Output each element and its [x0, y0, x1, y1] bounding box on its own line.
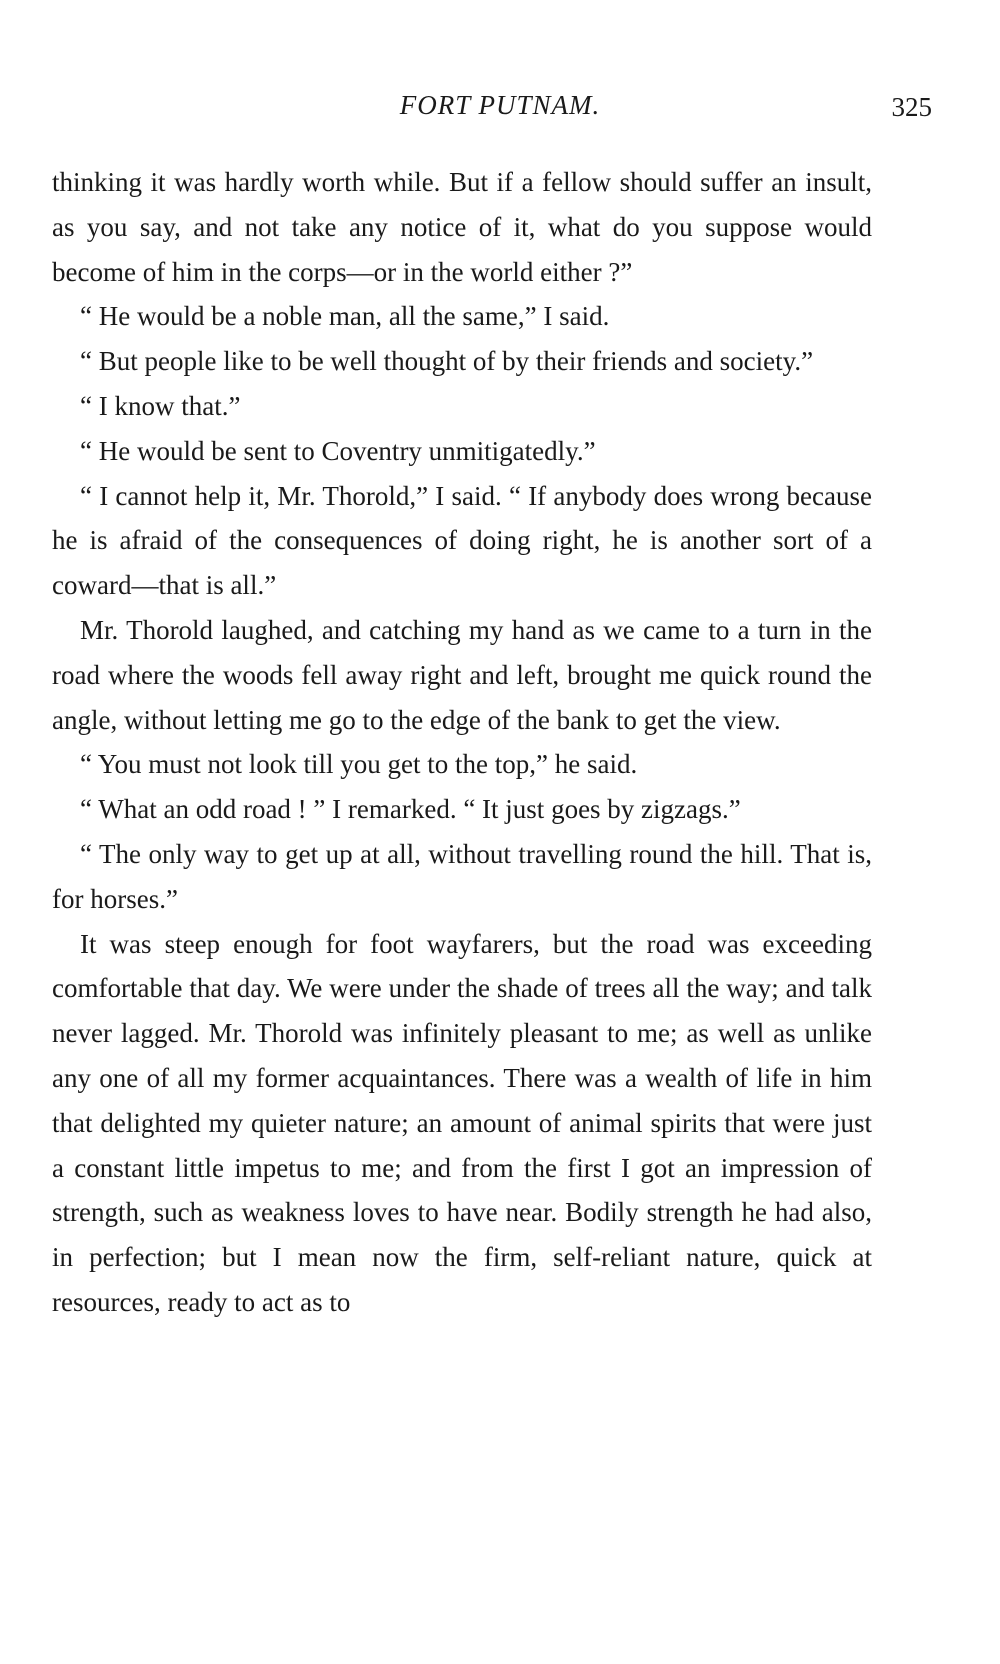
paragraph: “ The only way to get up at all, without travelling round the hill. That is, for horses.”: [52, 838, 872, 914]
paragraph: Mr. Thorold laughed, and catching my hand as we came to a turn in the road where the woods fell away right and left, brought me quick round the angle, without letting me go to the edge of the bank to get the view.: [52, 614, 872, 735]
paragraph: “ He would be a noble man, all the same,” I said.: [80, 301, 610, 332]
paragraph: “ But people like to be well thought of by their friends and society.”: [80, 346, 814, 377]
body-text: [52, 160, 872, 1325]
page-header: [0, 88, 1000, 128]
paragraph: thinking it was hardly worth while. But if a fellow should suffer an insult, as you say, and not take any notice of it, what do you suppose would become of him in the corps—or in the world either ?”: [52, 167, 872, 287]
paragraph: “ I know that.”: [80, 390, 241, 421]
paragraph: “ What an odd road ! ” I remarked. “ It just goes by zigzags.”: [80, 794, 741, 825]
running-title: FORT PUTNAM.: [399, 90, 601, 120]
paragraph: It was steep enough for foot wayfarers, but the road was exceeding comfortable that day. We were under the shade of trees all the way; and talk never lagged. Mr. Thorold was infinitely pleasant to me; as well as unlike any one of all my former acquaintances. There was a wealth of life in him that delighted my quieter nature; an amount of animal spirits that were just a constant little impetus to me; and from the first I got an impression of strength, such as weakness loves to have near. Bodily strength he had also, in perfection; but I mean now the firm, self-reliant nature, quick at resources, ready to act as to: [52, 928, 872, 1317]
paragraph: “ I cannot help it, Mr. Thorold,” I said. “ If anybody does wrong because he is afraid of the consequences of doing right, he is another sort of a coward—that is all.”: [52, 480, 872, 601]
paragraph: “ You must not look till you get to the top,” he said.: [80, 749, 638, 780]
paragraph: “ He would be sent to Coventry unmitigatedly.”: [80, 435, 596, 466]
page-number: 325: [891, 92, 932, 122]
